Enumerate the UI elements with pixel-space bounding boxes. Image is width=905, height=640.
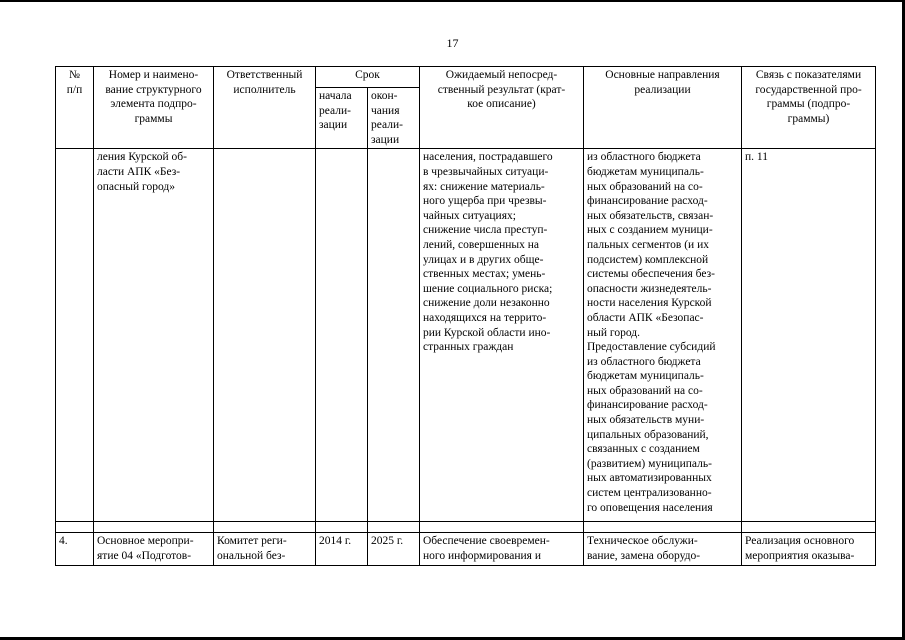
row-start bbox=[316, 149, 368, 522]
header-num: № п/п bbox=[56, 67, 94, 149]
header-term-start: начала реали- зации bbox=[316, 88, 368, 149]
row-num: 4. bbox=[56, 533, 94, 565]
table-row bbox=[56, 149, 876, 522]
row-link: п. 11 bbox=[742, 149, 876, 522]
row-num bbox=[56, 149, 94, 522]
row-responsible bbox=[214, 149, 316, 522]
header-directions: Основные направления реализации bbox=[584, 67, 742, 149]
header-result: Ожидаемый непосред- ственный результат (крат- кое описание) bbox=[420, 67, 584, 149]
header-name: Номер и наимено- вание структурного элемента подпро- граммы bbox=[94, 67, 214, 149]
row-name: Основное меропри- ятие 04 «Подготов- bbox=[94, 533, 214, 565]
row-result: Обеспечение своевремен- ного информирования и bbox=[420, 533, 584, 565]
header-row bbox=[56, 67, 876, 88]
header-link: Связь с показателями государственной про- граммы (подпро- граммы) bbox=[742, 67, 876, 149]
row-directions: из областного бюджета бюджетам муниципаль- ных образований на со- финансирование расход- ных обязательств, связан- ных с созданием муници- пальных сегментов (и их подсистем) комплексной системы обеспечения без- опасности жизнедеятель- ности населения Курской области АПК «Безопас- ный город. Предоставление субсидий из областного бюджета бюджетам муниципаль- ных образований на со- финансирование расход- ных обязательств муни- ципальных образований, связанных с созданием (развитием) муниципаль- ных автоматизированных систем централизованно- го оповещения населения bbox=[584, 149, 742, 522]
row-result: населения, пострадавшего в чрезвычайных ситуаци- ях: снижение материаль- ного ущерба при чрезвы- чайных ситуациях; снижение числа преступ- лений, совершенных на улицах и в других обще- ственных местах; умень- шение социального риска; снижение доли незаконно находящихся на террито- рии Курской области ино- странных граждан bbox=[420, 149, 584, 522]
row-end: 2025 г. bbox=[368, 533, 420, 565]
table-row bbox=[56, 533, 876, 565]
row-responsible: Комитет реги- ональной без- bbox=[214, 533, 316, 565]
row-end bbox=[368, 149, 420, 522]
row-name: ления Курской об- ласти АПК «Без- опасный город» bbox=[94, 149, 214, 522]
header-term: Срок bbox=[316, 67, 420, 88]
row-gap bbox=[56, 522, 876, 533]
row-directions: Техническое обслужи- вание, замена оборудо- bbox=[584, 533, 742, 565]
row-link: Реализация основного мероприятия оказыва- bbox=[742, 533, 876, 565]
page-top-edge bbox=[0, 0, 905, 2]
row-start: 2014 г. bbox=[316, 533, 368, 565]
header-responsible: Ответственный исполнитель bbox=[214, 67, 316, 149]
header-term-end: окон- чания реали- зации bbox=[368, 88, 420, 149]
program-table bbox=[55, 66, 876, 566]
page-number: 17 bbox=[446, 36, 459, 50]
